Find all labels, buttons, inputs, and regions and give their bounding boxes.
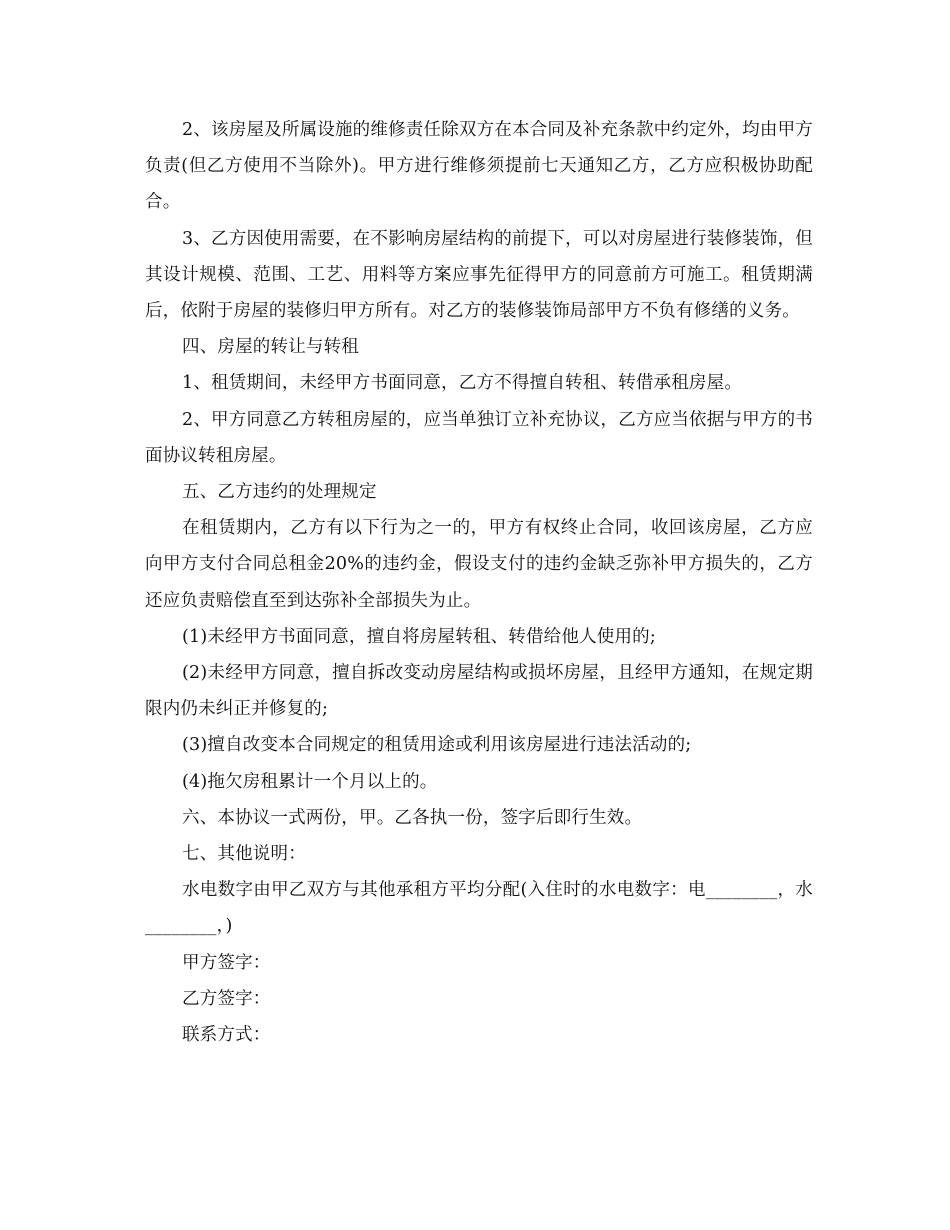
paragraph-repair-responsibility: 2、该房屋及所属设施的维修责任除双方在本合同及补充条款中约定外，均由甲方负责(但乙方使用不当除外)。甲方进行维修须提前七天通知乙方，乙方应积极协助配合。 [145,120,813,213]
section-heading-other: 七、其他说明： [182,844,306,865]
contact-info: 联系方式： [182,1025,271,1046]
list-item-breach-4: (4)拖欠房租累计一个月以上的。 [182,771,438,792]
signature-party-b: 乙方签字： [182,988,271,1009]
list-item-breach-2: (2)未经甲方同意，擅自拆改变动房屋结构或损坏房屋，且经甲方通知，在规定期限内仍未纠正并修复的; [145,663,813,720]
signature-party-a: 甲方签字： [182,952,271,973]
paragraph-decoration: 3、乙方因使用需要，在不影响房屋结构的前提下，可以对房屋进行装修装饰，但其设计规模、范围、工艺、用料等方案应事先征得甲方的同意前方可施工。租赁期满后，依附于房屋的装修归甲方所有。对乙方的装修装饰局部甲方不负有修缮的义务。 [145,228,813,322]
paragraph-sublease-agreement: 2、甲方同意乙方转租房屋的，应当单独订立补充协议，乙方应当依据与甲方的书面协议转租房屋。 [145,409,813,466]
paragraph-copies: 六、本协议一式两份，甲。乙各执一份，签字后即行生效。 [182,807,643,828]
section-heading-breach: 五、乙方违约的处理规定 [182,482,377,503]
list-item-breach-1: (1)未经甲方书面同意，擅自将房屋转租、转借给他人使用的; [182,626,656,647]
paragraph-breach-terms: 在租赁期内，乙方有以下行为之一的，甲方有权终止合同，收回该房屋，乙方应向甲方支付合同总租金20%的违约金，假设支付的违约金缺乏弥补甲方损失的，乙方还应负责赔偿直至到达弥补全部损失为止。 [145,518,813,611]
paragraph-no-sublease: 1、租赁期间，未经甲方书面同意，乙方不得擅自转租、转借承租房屋。 [182,373,743,394]
document-body [145,112,813,1053]
paragraph-utilities: 水电数字由甲乙双方与其他承租方平均分配(入住时的水电数字：电________，水________，) [145,880,813,937]
section-heading-transfer-sublease: 四、房屋的转让与转租 [182,337,359,358]
list-item-breach-3: (3)擅自改变本合同规定的租赁用途或利用该房屋进行违法活动的; [182,735,692,756]
